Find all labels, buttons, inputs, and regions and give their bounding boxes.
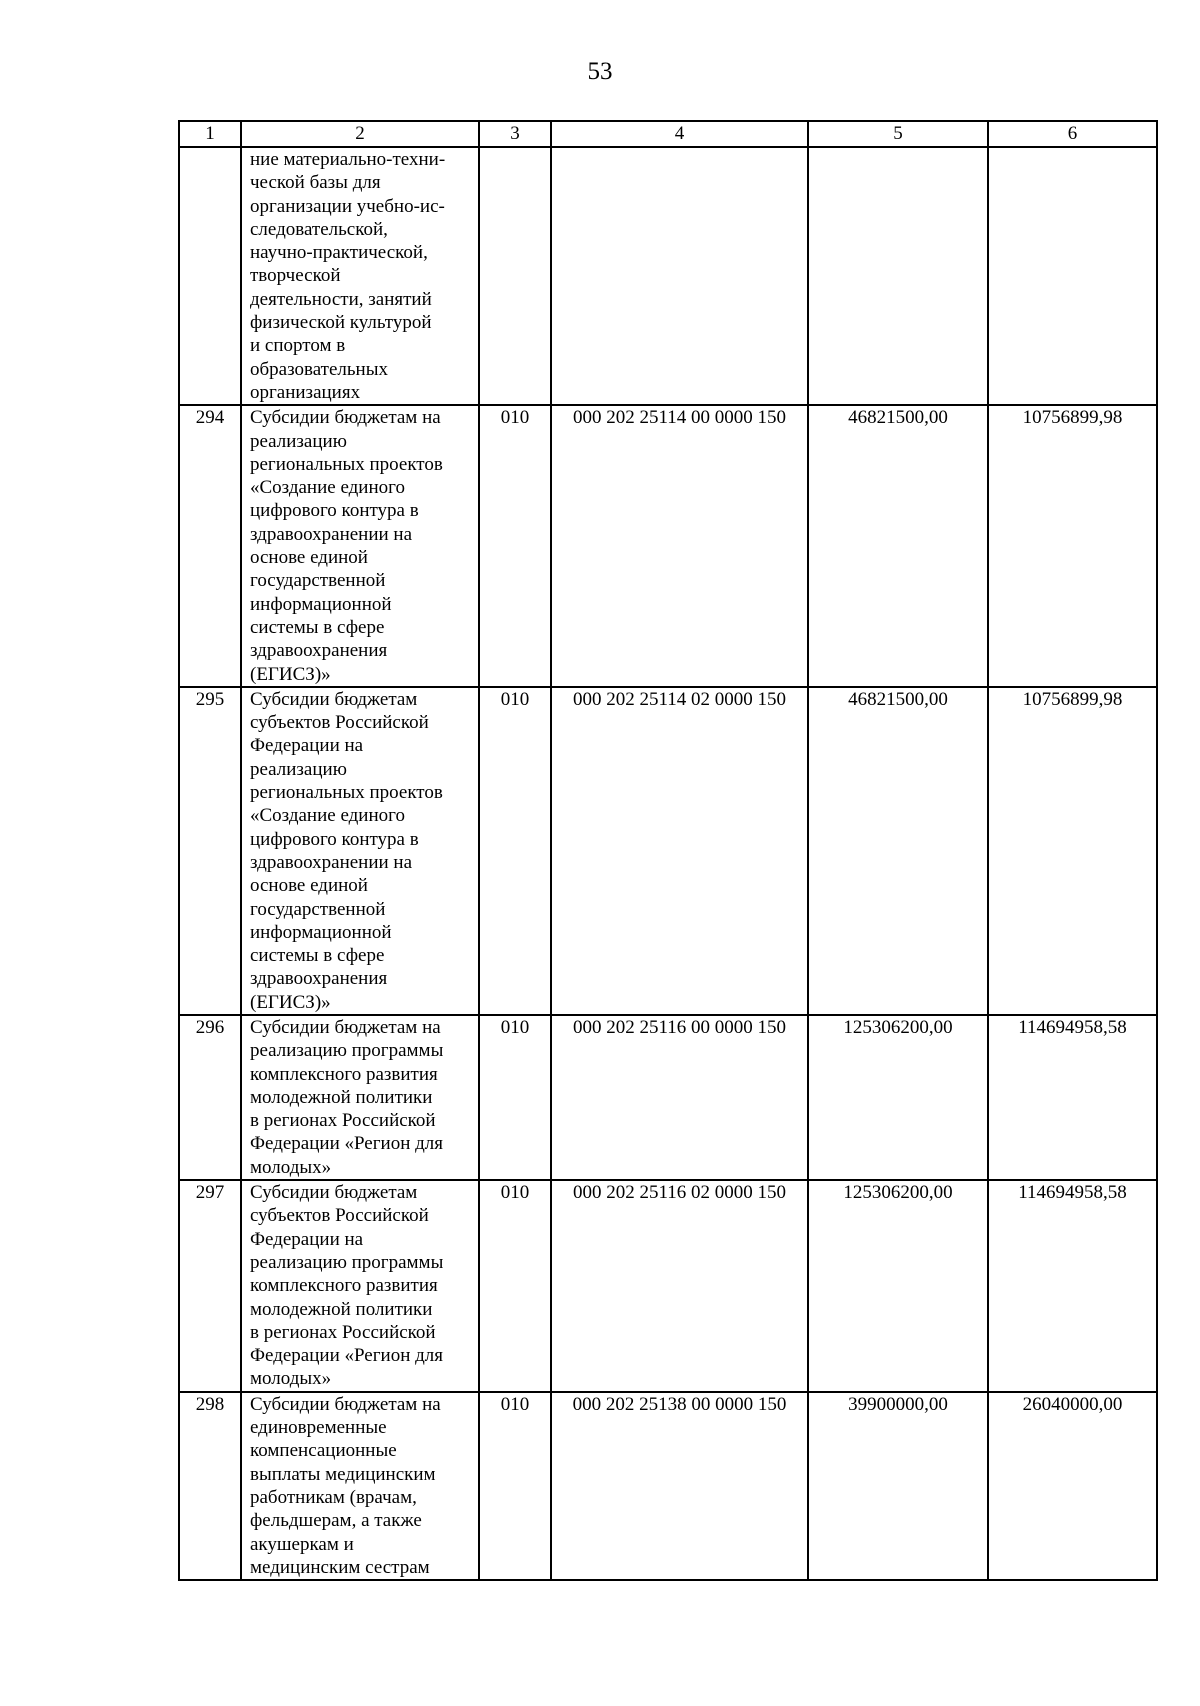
row-number: 295: [179, 687, 241, 1015]
row-code: 010: [479, 1015, 551, 1180]
row-number: 297: [179, 1180, 241, 1392]
table-row: [179, 147, 1157, 405]
row-number: 296: [179, 1015, 241, 1180]
table-row: [179, 1392, 1157, 1580]
row-code: 010: [479, 1392, 551, 1580]
row-budget-code: 000 202 25138 00 0000 150: [551, 1392, 808, 1580]
column-header-5: 5: [808, 121, 988, 147]
row-description-text: Субсидии бюджетам субъектов Российской Федерации на реализацию программы комплексного развития молодежной политики в регионах Российской Федерации «Регион для молодых»: [250, 1182, 444, 1390]
row-code: 010: [479, 687, 551, 1015]
column-header-6: 6: [988, 121, 1157, 147]
row-budget-code: 000 202 25114 00 0000 150: [551, 405, 808, 687]
row-budget-code: 000 202 25116 00 0000 150: [551, 1015, 808, 1180]
row-actual-amount: 114694958,58: [988, 1015, 1157, 1180]
header-row: [179, 121, 1157, 147]
budget-table: [178, 120, 1158, 1581]
row-description: [241, 1392, 479, 1580]
row-actual-amount: 10756899,98: [988, 687, 1157, 1015]
row-number: 294: [179, 405, 241, 687]
row-description: [241, 687, 479, 1015]
column-header-3: 3: [479, 121, 551, 147]
row-planned-amount: [808, 147, 988, 405]
row-description-text: Субсидии бюджетам на единовременные компенсационные выплаты медицинским работникам (врачам, фельдшерам, а также акушеркам и медицинским сестрам: [250, 1393, 441, 1578]
row-code: 010: [479, 405, 551, 687]
row-actual-amount: 26040000,00: [988, 1392, 1157, 1580]
row-description: [241, 1015, 479, 1180]
row-code: [479, 147, 551, 405]
table-row: [179, 687, 1157, 1015]
row-description-text: ние материально-техни- ческой базы для организации учебно-ис- следовательской, научно-практической, творческой деятельности, занятий физической культурой и спортом в образовательных организациях: [250, 149, 446, 403]
row-description-text: Субсидии бюджетам на реализацию программы комплексного развития молодежной политики в регионах Российской Федерации «Регион для молодых»: [250, 1016, 444, 1178]
row-budget-code: [551, 147, 808, 405]
column-header-4: 4: [551, 121, 808, 147]
row-description-text: Субсидии бюджетам субъектов Российской Федерации на реализацию региональных проектов «Создание единого цифрового контура в здравоохранении на основе единой государственной информационной системы в сфере здравоохранения (ЕГИСЗ)»: [250, 688, 443, 1013]
table-body: [179, 147, 1157, 1580]
column-header-1: 1: [179, 121, 241, 147]
row-code: 010: [479, 1180, 551, 1392]
row-description-text: Субсидии бюджетам на реализацию региональных проектов «Создание единого цифрового контура в здравоохранении на основе единой государственной информационной системы в сфере здравоохранения (ЕГИСЗ)»: [250, 407, 443, 685]
row-number: [179, 147, 241, 405]
row-budget-code: 000 202 25114 02 0000 150: [551, 687, 808, 1015]
row-actual-amount: 10756899,98: [988, 405, 1157, 687]
row-description: [241, 405, 479, 687]
column-header-2: 2: [241, 121, 479, 147]
row-budget-code: 000 202 25116 02 0000 150: [551, 1180, 808, 1392]
row-number: 298: [179, 1392, 241, 1580]
row-planned-amount: 125306200,00: [808, 1015, 988, 1180]
row-actual-amount: 114694958,58: [988, 1180, 1157, 1392]
row-actual-amount: [988, 147, 1157, 405]
row-planned-amount: 46821500,00: [808, 687, 988, 1015]
page-number: 53: [587, 58, 613, 85]
row-description: [241, 1180, 479, 1392]
table-row: [179, 1180, 1157, 1392]
row-description: [241, 147, 479, 405]
row-planned-amount: 125306200,00: [808, 1180, 988, 1392]
table-row: [179, 405, 1157, 687]
row-planned-amount: 46821500,00: [808, 405, 988, 687]
row-planned-amount: 39900000,00: [808, 1392, 988, 1580]
table-row: [179, 1015, 1157, 1180]
